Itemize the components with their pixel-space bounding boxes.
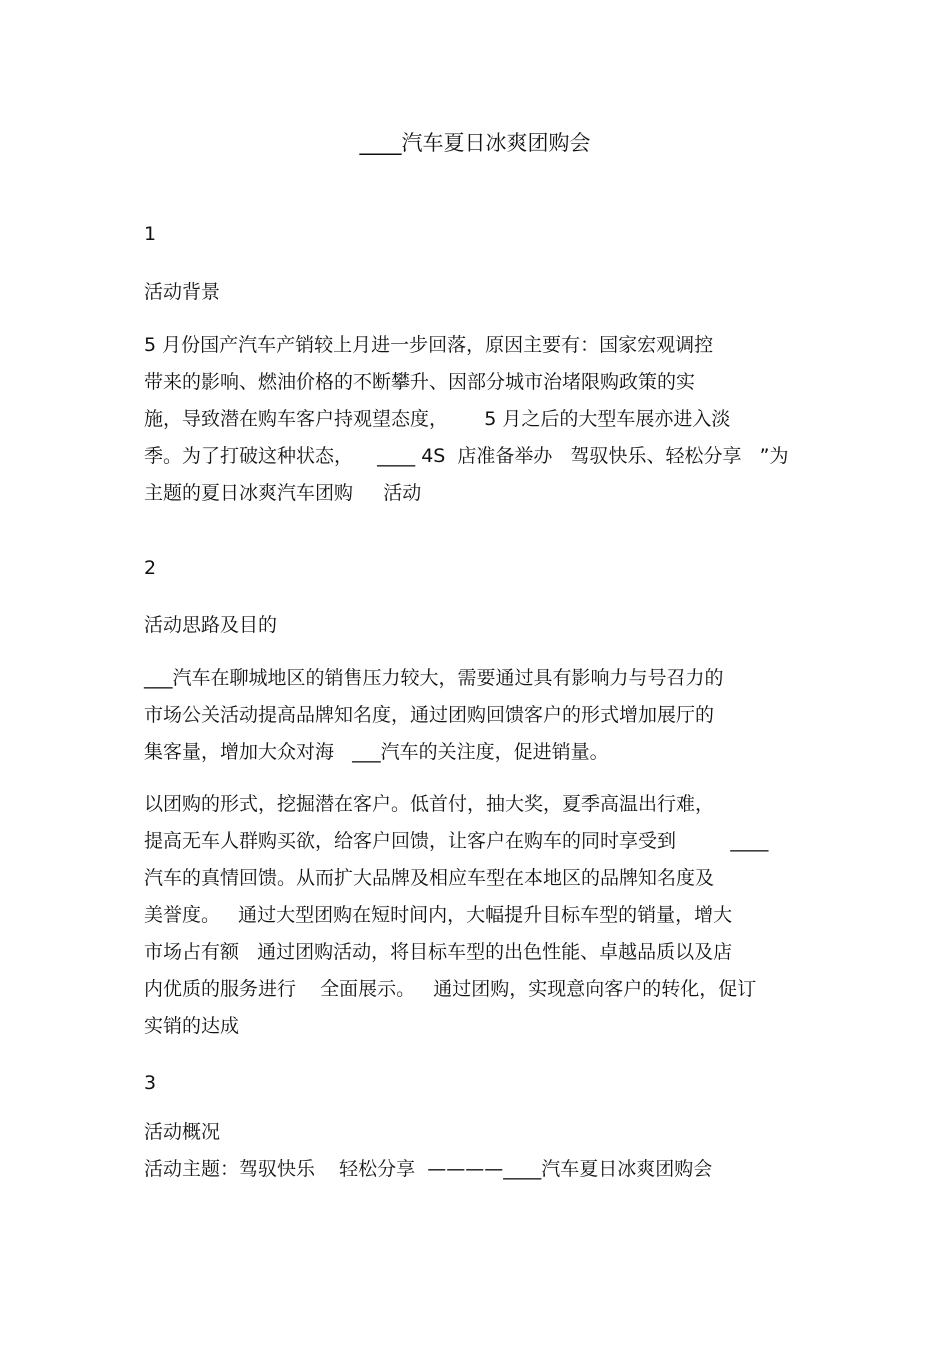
section-number: 1: [144, 223, 157, 245]
paragraph-line: 实销的达成: [144, 1015, 240, 1037]
paragraph-line: 5 月份国产汽车产销较上月进一步回落，原因主要有：国家宏观调控: [144, 334, 714, 356]
paragraph-line: 集客量，增加大众对海 ___汽车的关注度，促进销量。: [144, 741, 609, 763]
paragraph-line: 提高无车人群购买欲，给客户回馈，让客户在购车的同时享受到 ____: [144, 830, 769, 852]
paragraph-line: 活动主题：驾驭快乐 轻松分享 ————____汽车夏日冰爽团购会: [144, 1158, 713, 1180]
paragraph-line: 汽车的真情回馈。从而扩大品牌及相应车型在本地区的品牌知名度及: [144, 867, 715, 889]
paragraph-line: 施，导致潜在购车客户持观望态度， 5 月之后的大型车展亦进入淡: [144, 408, 731, 430]
paragraph-line: 季。为了打破这种状态， ____ 4S 店准备举办 驾驭快乐、轻松分享 ”为: [144, 445, 789, 467]
section-number: 2: [144, 557, 157, 579]
section-heading: 活动背景: [144, 281, 221, 303]
paragraph-line: 主题的夏日冰爽汽车团购 活动: [144, 482, 422, 504]
paragraph-line: 带来的影响、燃油价格的不断攀升、因部分城市治堵限购政策的实: [144, 371, 696, 393]
section-number: 3: [144, 1072, 157, 1094]
paragraph-line: 市场占有额 通过团购活动，将目标车型的出色性能、卓越品质以及店: [144, 941, 733, 963]
section-heading: 活动思路及目的: [144, 614, 278, 636]
paragraph-line: 内优质的服务进行 全面展示。 通过团购，实现意向客户的转化，促订: [144, 978, 757, 1000]
document-title: ____汽车夏日冰爽团购会: [359, 131, 591, 155]
section-heading: 活动概况: [144, 1121, 221, 1143]
paragraph-line: 美誉度。 通过大型团购在短时间内，大幅提升目标车型的销量，增大: [144, 904, 733, 926]
paragraph-line: 以团购的形式，挖掘潜在客户。低首付，抽大奖，夏季高温出行难，: [144, 793, 715, 815]
paragraph-line: 市场公关活动提高品牌知名度，通过团购回馈客户的形式增加展厅的: [144, 704, 715, 726]
paragraph-line: ___汽车在聊城地区的销售压力较大，需要通过具有影响力与号召力的: [144, 667, 724, 689]
